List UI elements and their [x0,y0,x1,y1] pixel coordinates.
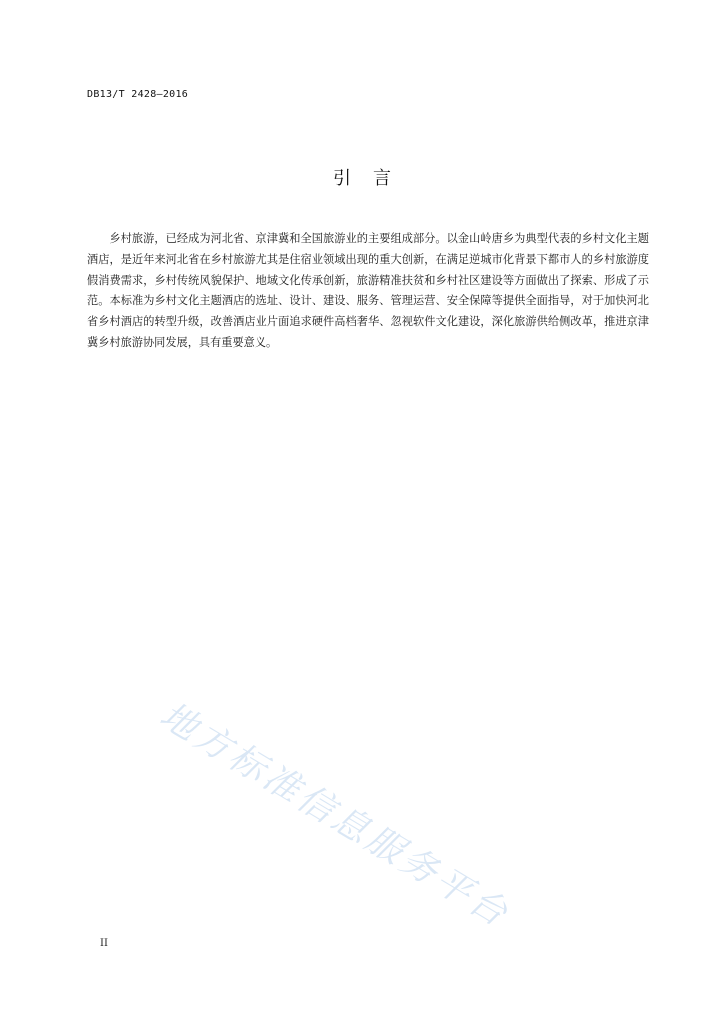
section-title: 引言 [333,168,413,189]
page-number: II [100,938,108,949]
introduction-paragraph: 乡村旅游，已经成为河北省、京津冀和全国旅游业的主要组成部分。以金山岭唐乡为典型代表的乡村文化主题酒店，是近年来河北省在乡村旅游尤其是住宿业领域出现的重大创新，在满足逆城市化背景下都市人的乡村旅游度假消费需求，乡村传统风貌保护、地域文化传承创新，旅游精准扶贫和乡村社区建设等方面做出了探索、形成了示范。本标准为乡村文化主题酒店的选址、设计、建设、服务、管理运营、安全保障等提供全面指导，对于加快河北省乡村酒店的转型升级，改善酒店业片面追求硬件高档奢华、忽视软件文化建设，深化旅游供给侧改革，推进京津冀乡村旅游协同发展，具有重要意义。 [87,232,649,349]
document-code: DB13/T 2428—2016 [87,89,189,100]
watermark-text: 地方标准信息服务平台 [152,694,517,937]
